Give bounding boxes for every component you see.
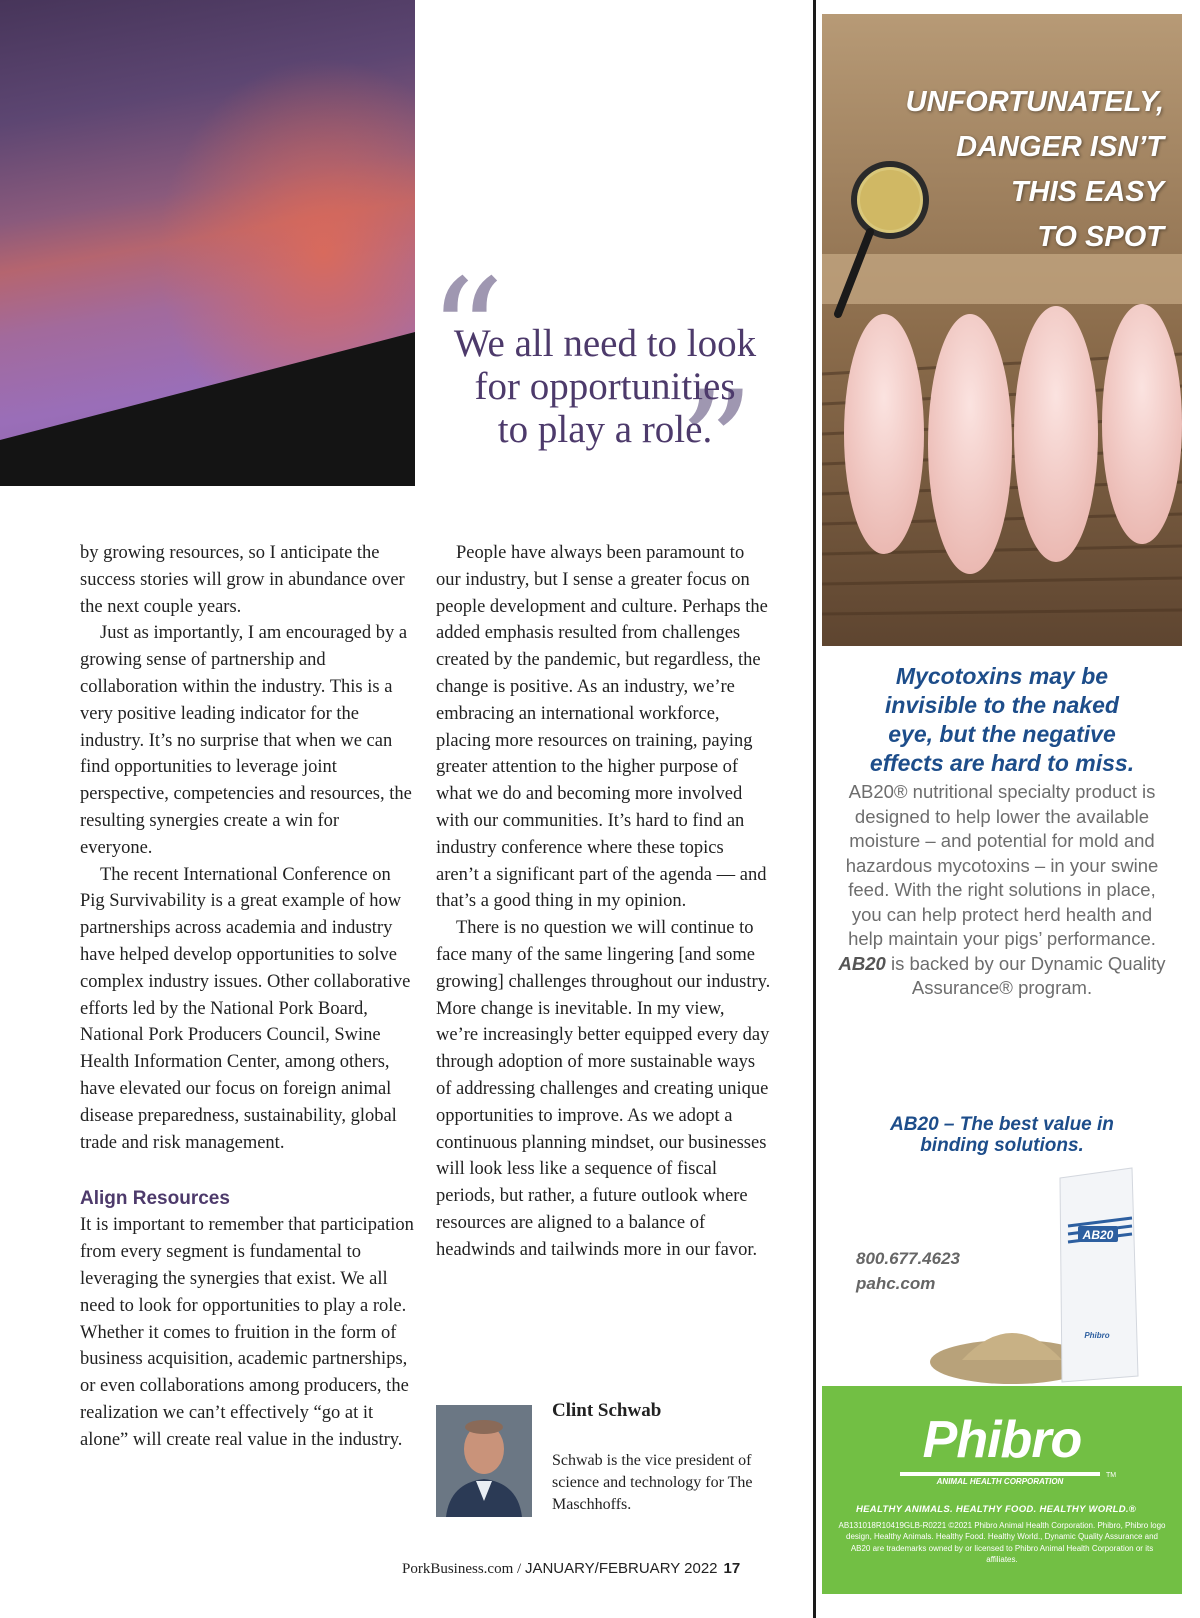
phibro-logo-subtitle: ANIMAL HEALTH CORPORATION: [900, 1472, 1100, 1486]
ad-hook-line: Mycotoxins may be: [895, 663, 1109, 689]
footer-separator: /: [513, 1561, 525, 1577]
ad-headline: [906, 80, 1164, 260]
footer-website: PorkBusiness.com: [402, 1561, 514, 1577]
phibro-footer-band: [822, 1386, 1182, 1594]
article-column-1: [80, 540, 415, 1454]
footer-issue: JANUARY/FEBRUARY 2022: [524, 1560, 718, 1577]
ad-tagline-line: binding solutions.: [920, 1135, 1084, 1156]
article-column-2: [436, 540, 771, 1264]
paragraph: There is no question we will continue to face many of the same lingering [and some growing] challenges throughout our industry. More change is inevitable. In my view, we’re increasingly better equipped every day through adoption of more sustainable ways of addressing challenges and creating unique opportunities to improve. As we adopt a continuous planning mindset, our businesses will look less like a sequence of fiscal periods, but rather, a future outlook where resources are aligned to a balance of headwinds and tailwinds more in our favor.: [436, 918, 771, 1260]
ad-headline-line: TO SPOT: [1037, 221, 1164, 253]
bag-label: AB20: [1082, 1228, 1114, 1242]
close-quote-mark: ”: [678, 360, 755, 534]
author-photo: [436, 1405, 532, 1517]
ad-phone-number: 800.677.4623: [856, 1249, 960, 1268]
ad-body-text: is backed by our Dynamic Quality Assurance® program.: [885, 952, 1166, 998]
paragraph: The recent International Conference on Pig Survivability is a great example of how partnerships across academia and industry have helped develop opportunities to solve complex industry issues. Other collaborative efforts led by the National Pork Board, National Pork Producers Council, Swine Health Information Center, among others, have elevated our focus on foreign animal disease preparedness, sustainability, global trade and risk management.: [80, 864, 411, 1153]
ad-tagline-line: AB20 – The best value in: [890, 1114, 1114, 1135]
ad-tagline: [822, 1114, 1182, 1156]
ad-body-text: AB20® nutritional specialty product is designed to help lower the available moisture – and potential for mold and hazardous mycotoxins – in your swine feed. With the right solutions in place, you can help protect herd health and help maintain your pigs’ performance.: [845, 781, 1159, 949]
pull-quote-line: We all need to look: [453, 322, 757, 365]
ad-body-copy: [836, 780, 1168, 1001]
column-divider: [813, 0, 816, 1618]
open-quote-mark: “: [428, 248, 505, 422]
sunset-sky-photo: [0, 0, 415, 486]
phibro-logo: Phibro: [922, 1411, 1082, 1469]
ad-contact: [856, 1246, 960, 1296]
author-bio: Schwab is the vice president of science and technology for The Maschhoffs.: [552, 1452, 753, 1513]
pull-quote-line: to play a role.: [497, 408, 713, 451]
subheading-align-resources: Align Resources: [80, 1188, 230, 1210]
ad-hook-line: effects are hard to miss.: [869, 750, 1135, 776]
page-number: 17: [723, 1560, 741, 1577]
phibro-trademark: TM: [1106, 1472, 1117, 1479]
ad-body-brand: AB20: [838, 952, 886, 974]
paragraph: People have always been paramount to our industry, but I sense a greater focus on people development and culture. Perhaps the added emphasis resulted from challenges created by the pandemic, but regardless, the change is positive. As an industry, we’re embracing an international workforce, placing more resources on training, paying greater attention to the higher purpose of what we do and becoming more involved with our communities. It’s hard to find an industry conference where these topics aren’t a significant part of the agenda — and that’s a good thing in my opinion.: [436, 543, 768, 912]
ad-hook-line: invisible to the naked: [885, 692, 1119, 718]
page-footer: [402, 1560, 740, 1578]
ad-hook-line: eye, but the negative: [888, 721, 1116, 747]
pull-quote: [420, 248, 790, 534]
paragraph: by growing resources, so I anticipate the success stories will grow in abundance over the next couple years.: [80, 543, 405, 617]
ad-legal-text: AB131018R10419GLB-R0221 ©2021 Phibro Animal Health Corporation. Phibro, Phibro logo design, Healthy Animals. Healthy Food. Healthy World., Dynamic Quality Assurance and AB20 are trademarks owned by or licensed to Phibro Animal Health Corporation or its affiliates.: [838, 1521, 1166, 1564]
ad-headline-line: DANGER ISN’T: [956, 131, 1164, 163]
ad-website: pahc.com: [856, 1274, 936, 1293]
bag-brand: Phibro: [1084, 1331, 1110, 1340]
phibro-slogan: HEALTHY ANIMALS. HEALTHY FOOD. HEALTHY WORLD.®: [856, 1504, 1137, 1515]
ad-headline-line: THIS EASY: [1010, 176, 1164, 208]
pull-quote-text: [420, 322, 790, 451]
author-name: Clint Schwab: [552, 1400, 662, 1421]
paragraph: It is important to remember that participation from every segment is fundamental to leveraging the synergies that exist. We all need to look for opportunities to play a role. Whether it comes to fruition in the form of business acquisition, academic partnerships, or even collaborations among producers, the realization we can’t effectively “go at it alone” will create real value in the industry.: [80, 1215, 414, 1450]
ad-hook: [822, 662, 1182, 778]
ad-headline-line: UNFORTUNATELY,: [905, 86, 1164, 118]
ab20-advertisement: [822, 14, 1182, 1594]
paragraph: Just as importantly, I am encouraged by a growing sense of partnership and collaboration within the industry. This is a very positive leading indicator for the industry. It’s no surprise that when we can find opportunities to leverage joint perspective, competencies and resources, the resulting synergies create a win for everyone.: [80, 623, 412, 858]
pull-quote-line: for opportunities: [474, 365, 736, 408]
